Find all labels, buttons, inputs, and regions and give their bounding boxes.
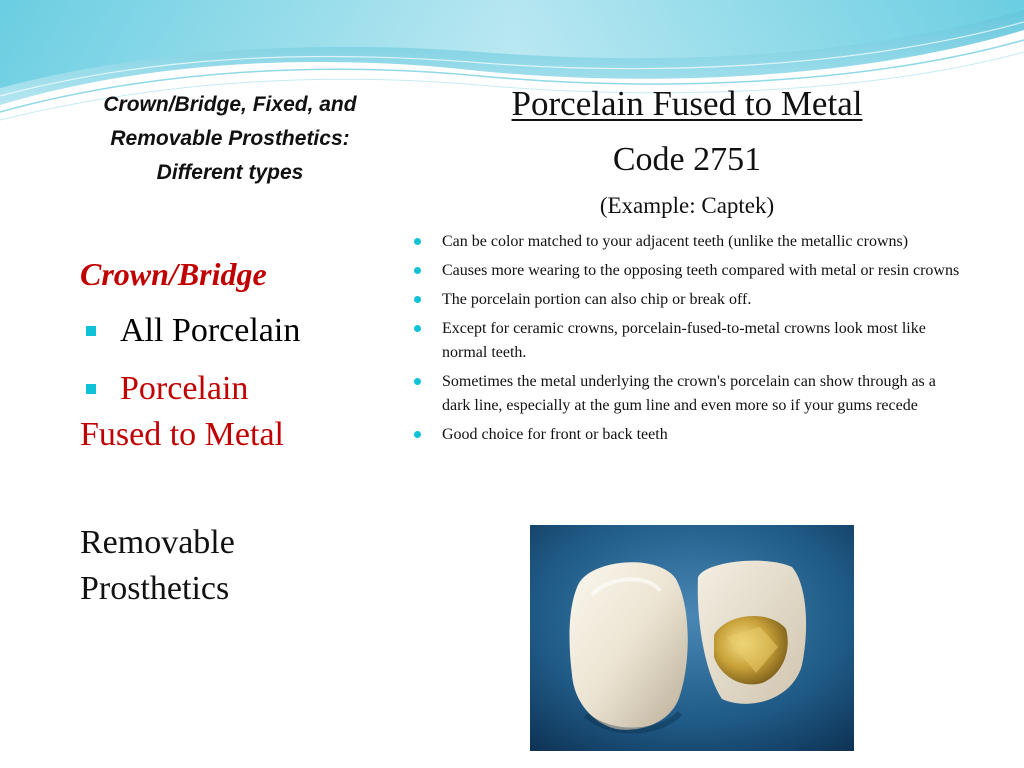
option-label: Porcelain [120,370,249,407]
option-label: All Porcelain [120,312,301,349]
slide-title [60,88,400,190]
list-item-text: Sometimes the metal underlying the crown's porcelain can show through as a dark line, especially at the gum line and even more so if your gums recede [442,373,936,414]
option-all-porcelain [80,308,400,354]
list-item-text: Except for ceramic crowns, porcelain-fused-to-metal crowns look most like normal teeth. [442,320,926,361]
square-bullet-icon [86,326,96,336]
code-label: Code 2751 [612,141,762,178]
slide-title-line-2: Removable Prosthetics: [110,127,350,150]
bullet-dot-icon [414,431,421,438]
list-item [408,230,968,254]
crown-bridge-heading: Crown/Bridge [80,256,267,292]
removable-line-2: Prosthetics [80,570,230,607]
left-column [80,252,400,612]
list-item-text: Causes more wearing to the opposing teeth compared with metal or resin crowns [442,262,960,279]
bullet-dot-icon [414,378,421,385]
square-bullet-icon [86,384,96,394]
example-label: (Example: Captek) [599,193,775,218]
list-item-text: Good choice for front or back teeth [442,426,668,443]
option-porcelain-fused-to-metal [80,366,400,458]
removable-prosthetics-label [80,520,400,612]
option-label-continued: Fused to Metal [80,416,284,453]
list-item [408,288,968,312]
list-item-text: The porcelain portion can also chip or break off. [442,291,752,308]
bullet-dot-icon [414,296,421,303]
slide-title-line-1: Crown/Bridge, Fixed, and [103,93,357,116]
bullet-dot-icon [414,238,421,245]
crown-comparison-photo [530,525,854,751]
slide-title-line-3: Different types [156,161,304,184]
list-item [408,259,968,283]
list-item [408,423,968,447]
list-item-text: Can be color matched to your adjacent teeth (unlike the metallic crowns) [442,233,909,250]
bullet-dot-icon [414,267,421,274]
list-item [408,317,968,365]
pfm-heading-text: Porcelain Fused to Metal [511,84,863,123]
pfm-heading [400,82,974,126]
list-item [408,370,968,418]
bullet-dot-icon [414,325,421,332]
removable-line-1: Removable [80,524,235,561]
pfm-bullet-list [408,230,968,452]
